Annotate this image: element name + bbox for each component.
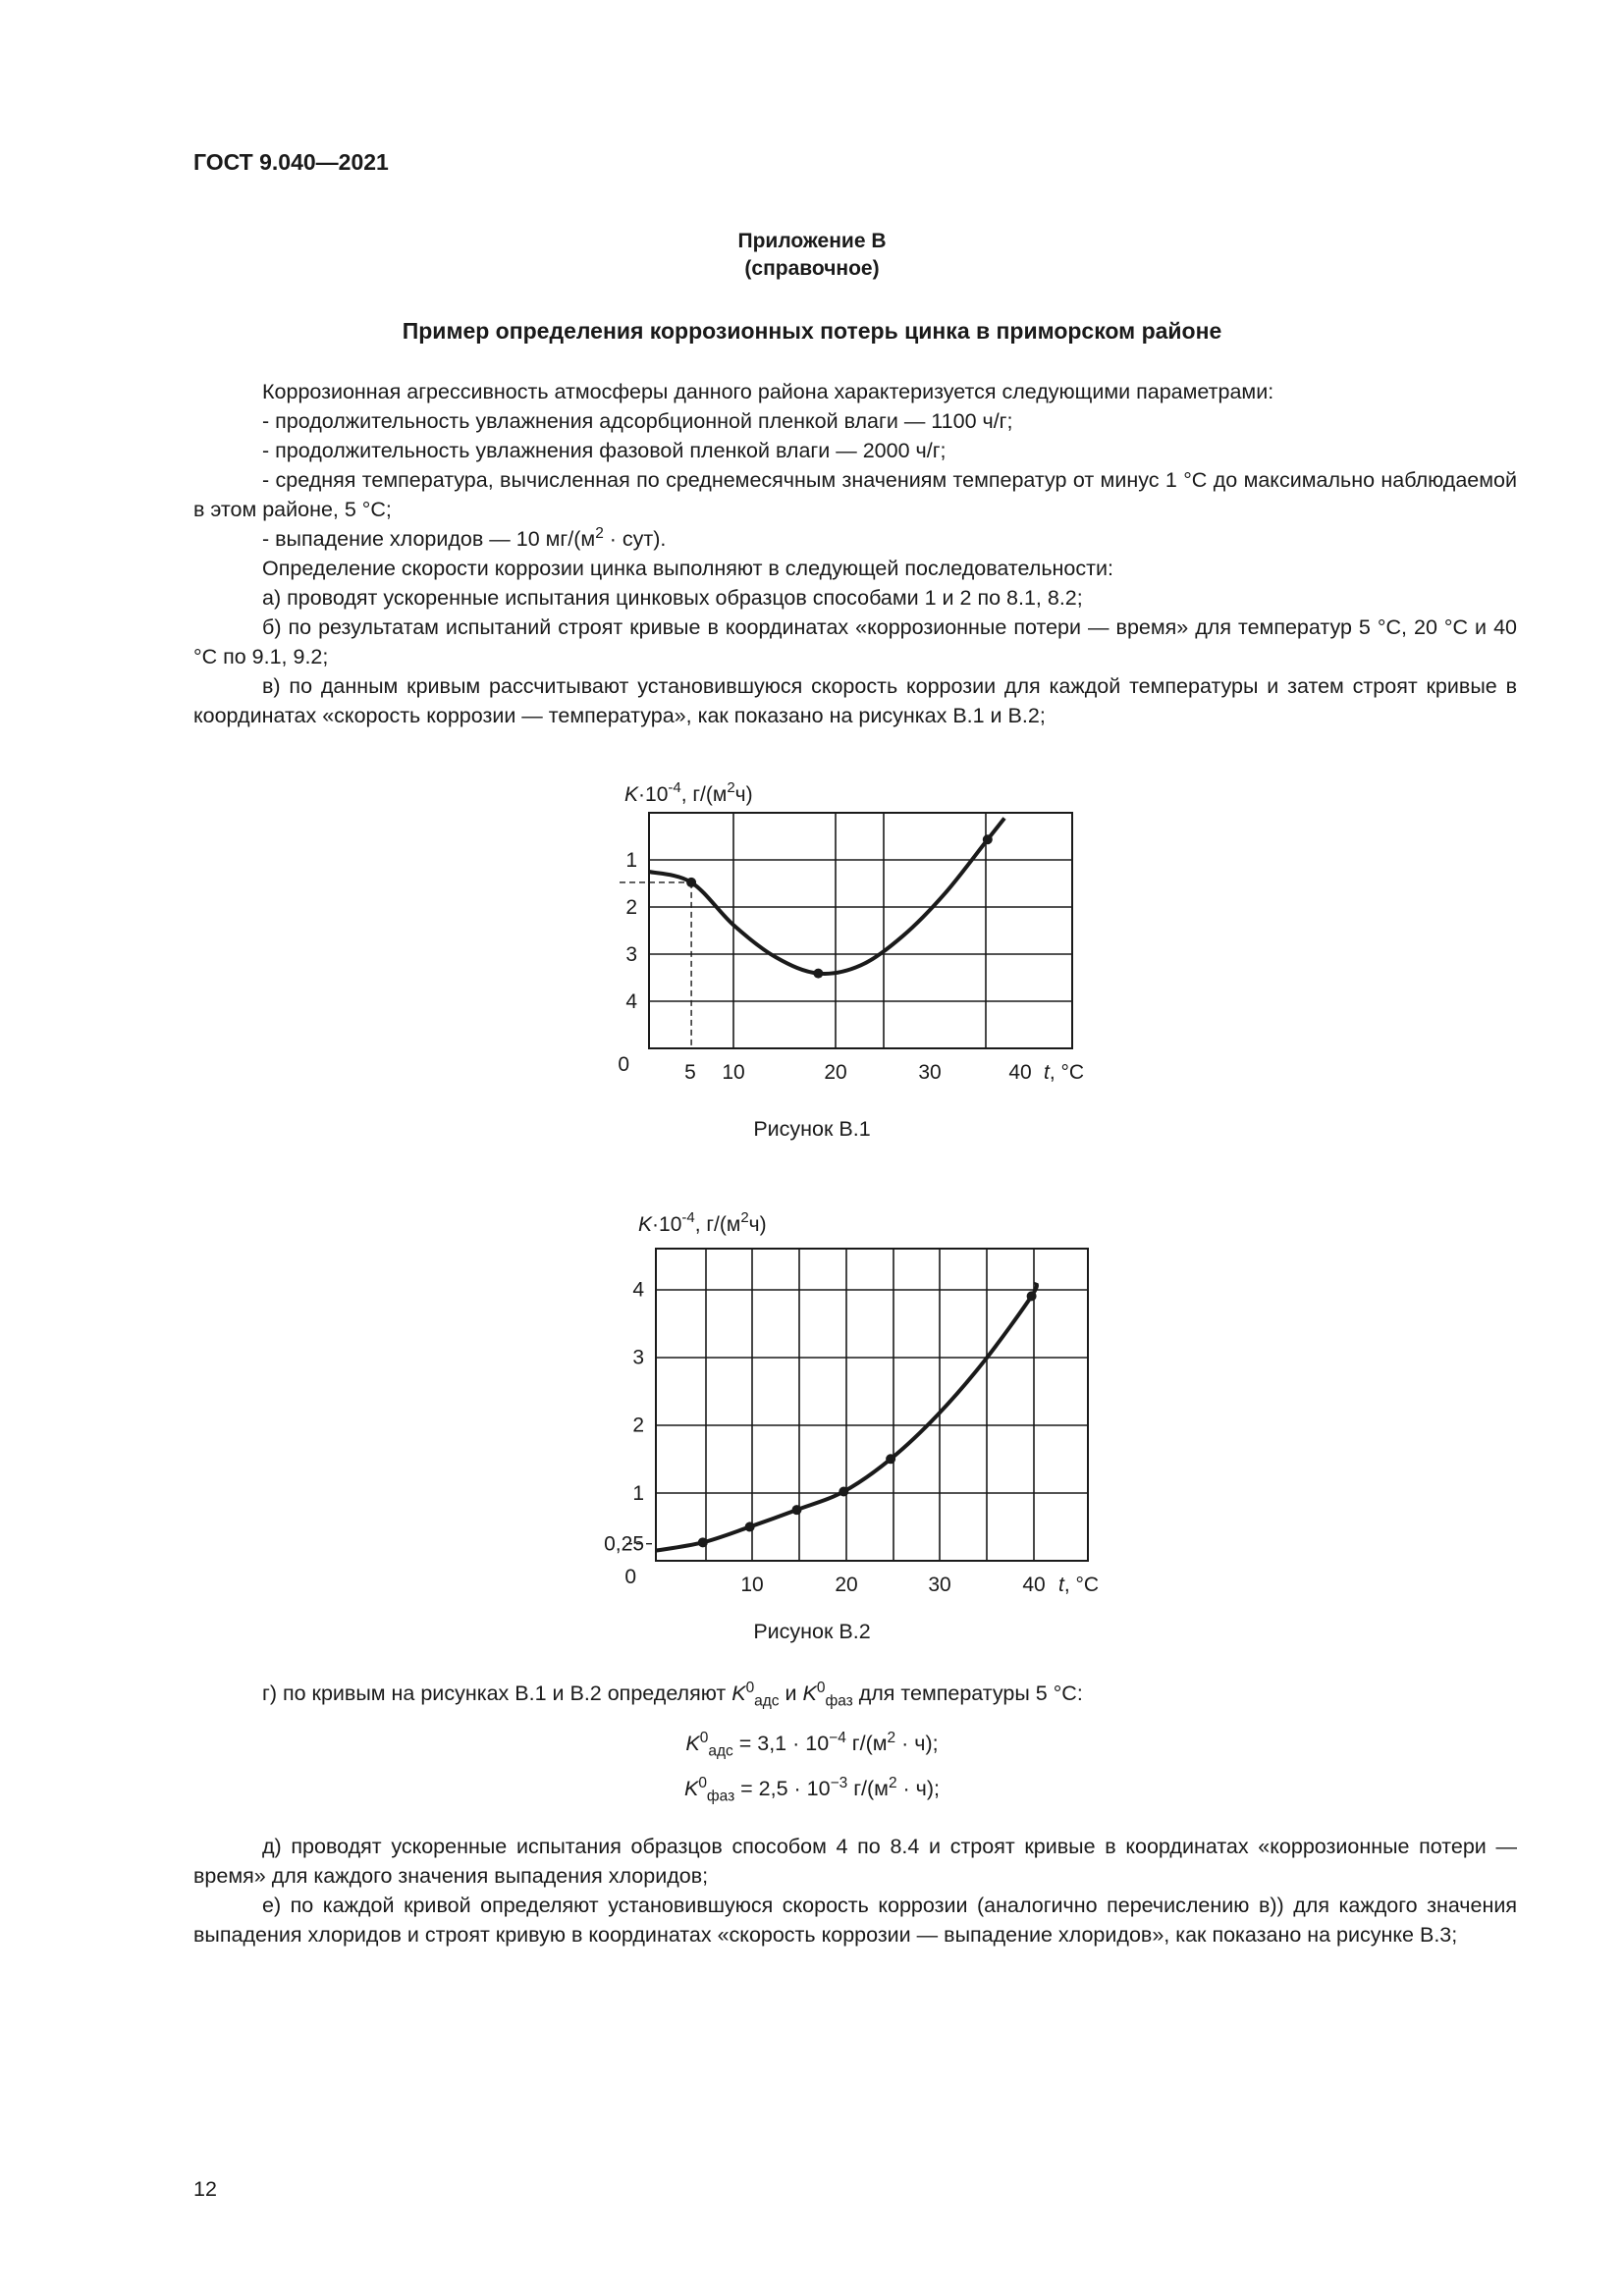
x-tick-label: 40 xyxy=(1008,1061,1032,1084)
plot-frame xyxy=(656,1249,1088,1561)
x-tick-label: 20 xyxy=(824,1061,847,1084)
data-point xyxy=(791,1505,801,1515)
section-heading: Пример определения коррозионных потерь цинка в приморском районе xyxy=(402,318,1222,344)
chlorides-text: - выпадение хлоридов — 10 мг/(м xyxy=(262,527,596,551)
chlorides-tail: · сут). xyxy=(603,527,667,551)
y-tick-label: 3 xyxy=(625,943,637,966)
formula-faz: $K^0_{фаз} = 2,5 \cdot 10^{-3}$ $г/(м^2 \cdot ч)$; xyxy=(683,1774,941,1805)
data-point xyxy=(839,1486,848,1496)
y-tick-label: 1 xyxy=(632,1481,644,1505)
y-tick-label: 2 xyxy=(632,1414,644,1437)
x-tick-label: 10 xyxy=(722,1061,745,1084)
y-tick-label: 4 xyxy=(625,990,637,1013)
chlorides-exp: 2 xyxy=(595,524,604,542)
x-axis-label: t, °С xyxy=(1044,1061,1085,1084)
figure-b2-caption: Рисунок В.2 xyxy=(753,1620,871,1643)
x-tick-label: 30 xyxy=(918,1061,942,1084)
formula-ads: $K^0_{адс} = 3,1 \cdot 10^{-4}$ $г/(м^2 \cdot ч)$; xyxy=(685,1729,939,1760)
data-point xyxy=(745,1522,755,1531)
paragraph: г) по кривым на рисунках В.1 и В.2 определяют $K^0_{адс}$ и $K^0_{фаз}$ для температуры 5 °С: xyxy=(262,1679,1083,1710)
step-g xyxy=(193,1679,1517,1708)
closing-text xyxy=(193,1832,1517,1949)
x-tick-label: 20 xyxy=(835,1574,858,1596)
x-axis-label: t, °С xyxy=(1058,1574,1100,1596)
appendix-label: Приложение В xyxy=(737,230,887,252)
y-tick-label: 4 xyxy=(632,1278,644,1302)
paragraph: в) по данным кривым рассчитывают установившуюся скорость коррозии для каждой температуры и затем строят кривые в координатах «скорость коррозии — температура», как показано на рисунках В.1 и В.2; xyxy=(193,674,1517,727)
paragraph: Определение скорости коррозии цинка выполняют в следующей последовательности: xyxy=(262,557,1113,580)
y-tick-label: 1 xyxy=(625,849,637,872)
paragraph: Коррозионная агрессивность атмосферы данного района характеризуется следующими параметрами: xyxy=(262,380,1274,403)
page-number: 12 xyxy=(193,2177,217,2201)
y-axis-label: $K\cdot 10^{-4}$, $г/(м^2ч)$ xyxy=(624,779,753,806)
x-tick-label: 30 xyxy=(928,1574,951,1596)
paragraph: е) по каждой кривой определяют установившуюся скорость коррозии (аналогично перечислению в)) для каждого значения выпадения хлоридов и строят кривую в координатах «скорость коррозии — выпадение хлоридов», как показано на рисунке В.3; xyxy=(193,1894,1517,1947)
origin-label: 0 xyxy=(624,1566,636,1588)
appendix-note: (справочное) xyxy=(744,257,880,280)
figure-b1-caption: Рисунок В.1 xyxy=(753,1117,871,1141)
paragraph: - продолжительность увлажнения адсорбционной пленкой влаги — 1100 ч/г; xyxy=(262,409,1013,433)
paragraph: - средняя температура, вычисленная по среднемесячным значениям температур от минус 1 °С до максимально наблюдаемой в этом районе, 5 °С; xyxy=(193,468,1517,521)
data-point xyxy=(698,1537,708,1547)
data-point xyxy=(1027,1291,1037,1301)
y-tick-label: 2 xyxy=(625,896,637,919)
origin-label: 0 xyxy=(618,1053,629,1076)
x-tick-label: 5 xyxy=(684,1061,696,1084)
x-tick-label: 10 xyxy=(740,1574,764,1596)
standard-header: ГОСТ 9.040—2021 xyxy=(193,149,389,175)
paragraph: - продолжительность увлажнения фазовой пленкой влаги — 2000 ч/г; xyxy=(262,439,947,462)
y-tick-label: 0,25 xyxy=(604,1532,644,1556)
paragraph: б) по результатам испытаний строят кривые в координатах «коррозионные потери — время» для температур 5 °С, 20 °С и 40 °С по 9.1, 9.2; xyxy=(193,615,1517,668)
y-axis-label: $K\cdot 10^{-4}$, $г/(м^2ч)$ xyxy=(638,1209,767,1236)
data-point xyxy=(886,1454,895,1464)
x-tick-label: 40 xyxy=(1022,1574,1046,1596)
paragraph: д) проводят ускоренные испытания образцов способом 4 по 8.4 и строят кривые в координатах «коррозионные потери — время» для каждого значения выпадения хлоридов; xyxy=(193,1835,1517,1888)
y-tick-label: 3 xyxy=(632,1346,644,1369)
paragraph: а) проводят ускоренные испытания цинковых образцов способами 1 и 2 по 8.1, 8.2; xyxy=(262,586,1083,610)
